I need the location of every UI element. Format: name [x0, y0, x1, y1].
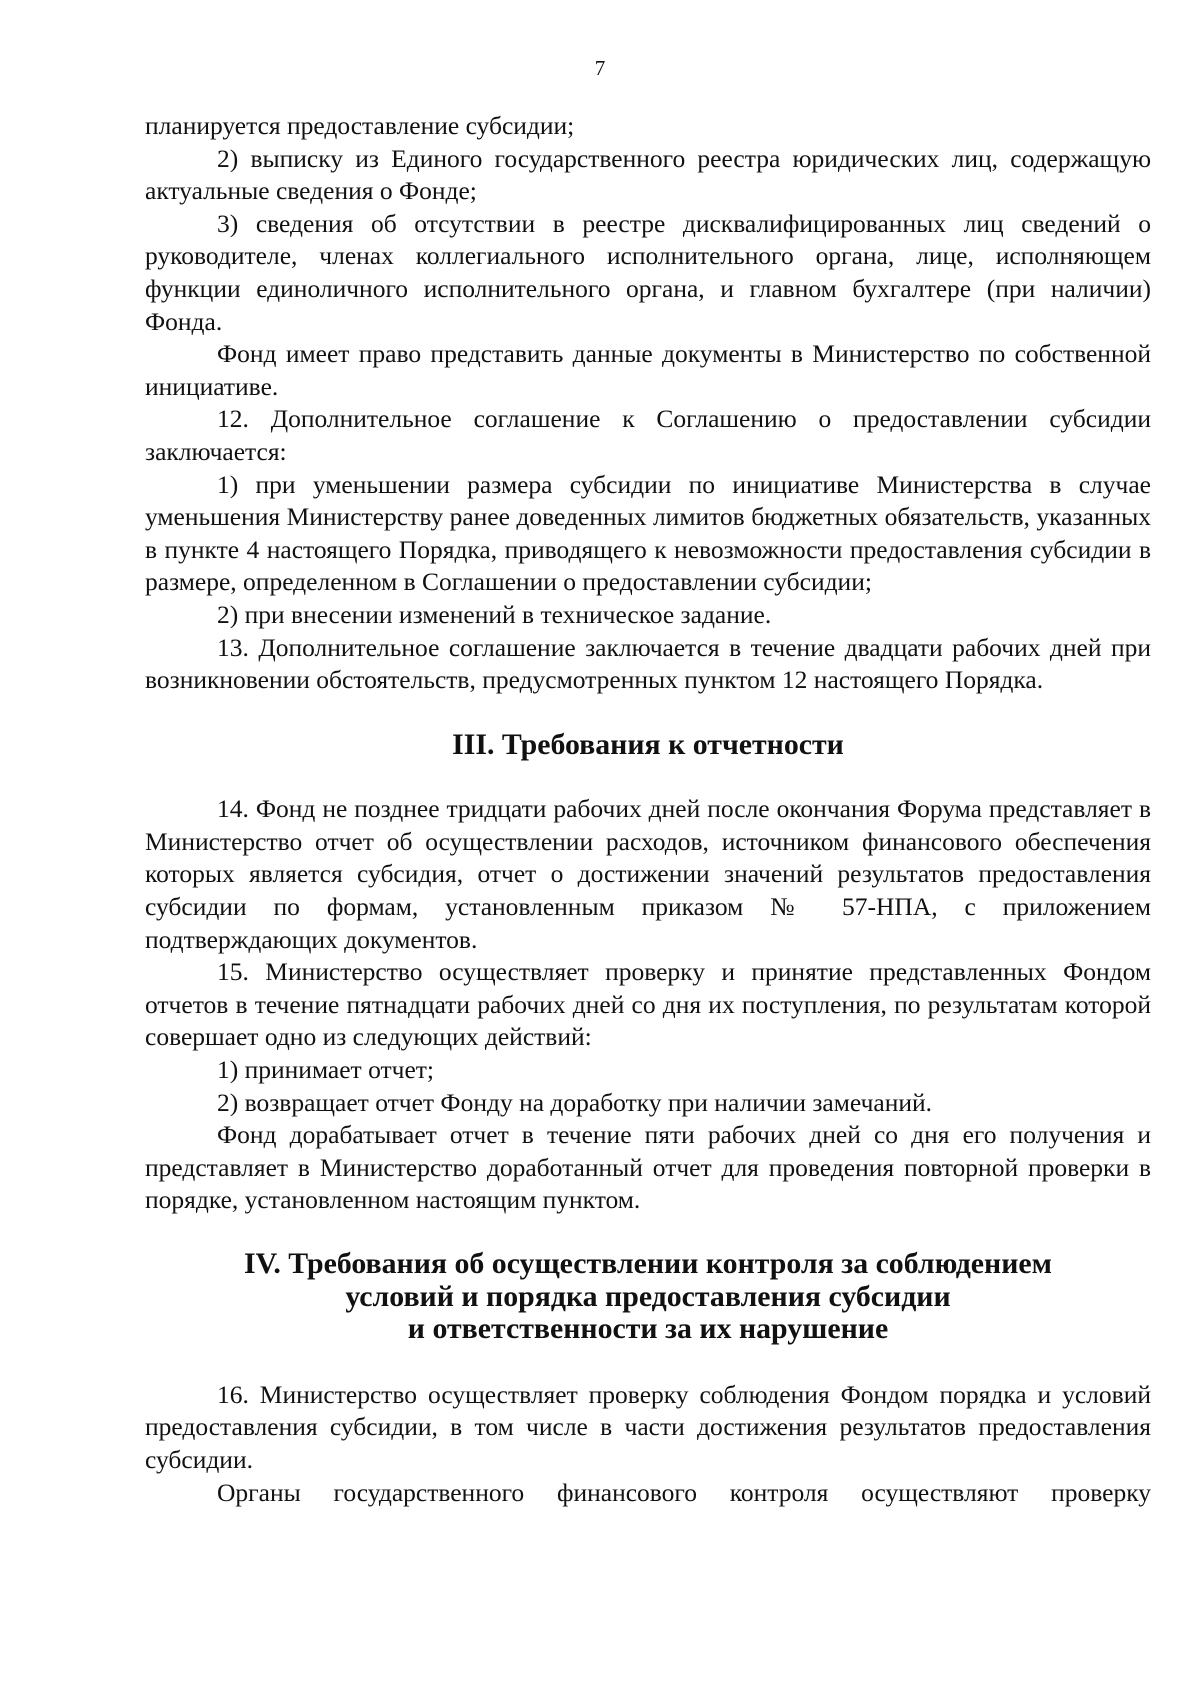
paragraph-group-c	[145, 1379, 1151, 1509]
spacer	[145, 1217, 1151, 1248]
paragraph: 16. Министерство осуществляет проверку соблюдения Фондом порядка и условий предоставления субсидии, в том числе в части достижения результатов предоставления субсидии.	[145, 1379, 1151, 1474]
paragraph: 15. Министерство осуществляет проверку и принятие представленных Фондом отчетов в течение пятнадцати рабочих дней со дня их поступления, по результатам которой совершает одно из следующих действий:	[145, 957, 1151, 1052]
paragraph: 1) при уменьшении размера субсидии по инициативе Министерства в случае уменьшения Министерству ранее доведенных лимитов бюджетных обязательств, указанных в пункте 4 настоящего Порядка, приводящего к невозможности предоставления субсидии в размере, определенном в Соглашении о предоставлении субсидии;	[145, 469, 1151, 597]
paragraph: Фонд дорабатывает отчет в течение пяти рабочих дней со дня его получения и представляет в Министерство доработанный отчет для проведения повторной проверки в порядке, установленном настоящим пунктом.	[145, 1120, 1151, 1215]
paragraph: 13. Дополнительное соглашение заключается в течение двадцати рабочих дней при возникновении обстоятельств, предусмотренных пунктом 12 настоящего Порядка.	[145, 632, 1151, 695]
spacer	[145, 697, 1151, 729]
paragraph: 2) выписку из Единого государственного реестра юридических лиц, содержащую актуальные сведения о Фонде;	[145, 143, 1151, 206]
paragraph: планируется предоставление субсидии;	[145, 111, 575, 140]
paragraph: 3) сведения об отсутствии в реестре дисквалифицированных лиц сведений о руководителе, членах коллегиального исполнительного органа, лице, исполняющем функции единоличного исполнительного органа, и главном бухгалтере (при наличии) Фонда.	[145, 208, 1151, 336]
page-number: 7	[594, 56, 606, 80]
paragraph-group-a	[145, 110, 1151, 697]
document-body	[145, 110, 1151, 1509]
paragraph-group-b	[145, 793, 1151, 1217]
paragraph: 2) возвращает отчет Фонду на доработку при наличии замечаний.	[217, 1087, 933, 1117]
heading-line: условий и порядка предоставления субсидии	[345, 1279, 951, 1313]
section-heading-4	[145, 1248, 1151, 1346]
paragraph: Фонд имеет право представить данные документы в Министерство по собственной инициативе.	[145, 339, 1151, 401]
section-heading-3: III. Требования к отчетности	[452, 727, 844, 761]
paragraph-continued: Органы государственного финансового контроля осуществляют проверку	[217, 1477, 1151, 1507]
heading-line: IV. Требования об осуществлении контроля за соблюдением	[244, 1247, 1052, 1280]
paragraph: 12. Дополнительное соглашение к Соглашению о предоставлении субсидии заключается:	[145, 404, 1151, 466]
heading-line: и ответственности за их нарушение	[407, 1312, 889, 1346]
spacer	[145, 1346, 1151, 1379]
spacer	[145, 761, 1151, 793]
paragraph: 2) при внесении изменений в техническое задание.	[217, 599, 772, 629]
paragraph: 14. Фонд не позднее тридцати рабочих дней после окончания Форума представляет в Министерство отчет об осуществлении расходов, источником финансового обеспечения которых является субсидия, отчет о достижении значений результатов предоставления субсидии по формам, установленным приказом № 57-НПА, с приложением подтверждающих документов.	[145, 794, 1151, 954]
paragraph: 1) принимает отчет;	[217, 1055, 434, 1085]
